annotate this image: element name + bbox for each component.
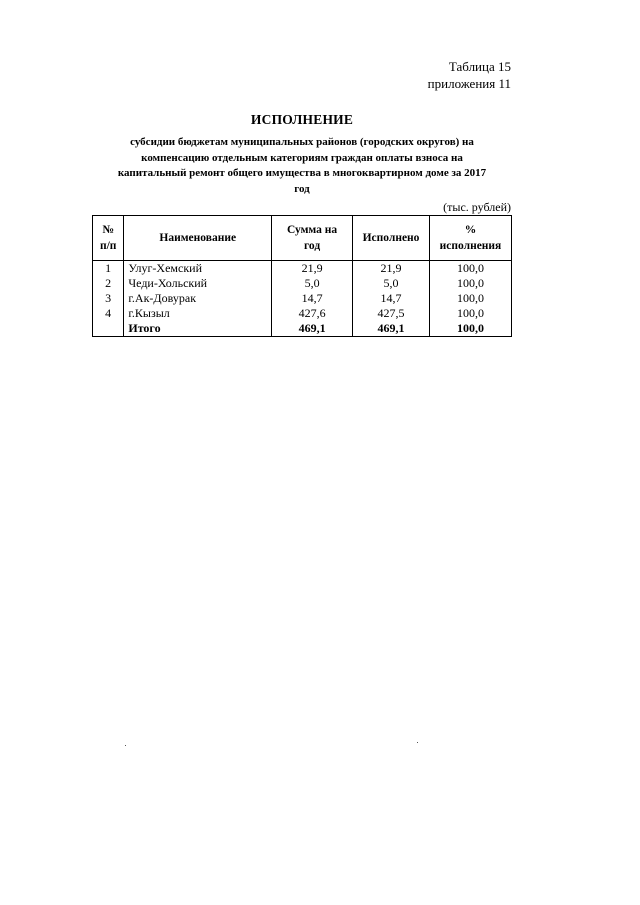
col-header-number-line2: п/п <box>99 240 117 252</box>
cell-plan: 14,7 <box>272 291 353 306</box>
cell-total-label: Итого <box>124 321 272 337</box>
col-header-name: Наименование <box>124 216 272 261</box>
col-header-percent-line1: % <box>464 224 477 236</box>
table-row <box>93 306 512 321</box>
table-row <box>93 261 512 277</box>
col-header-percent <box>429 216 511 261</box>
table-header-row <box>93 216 512 261</box>
cell-done: 14,7 <box>353 291 430 306</box>
subtitle-line-4: год <box>294 182 310 195</box>
cell-total-plan: 469,1 <box>272 321 353 337</box>
cell-percent: 100,0 <box>429 276 511 291</box>
cell-total-percent: 100,0 <box>429 321 511 337</box>
table-ref-line2: приложения 11 <box>427 76 511 91</box>
units-label: (тыс. рублей) <box>443 200 511 214</box>
cell-number: 1 <box>93 261 124 277</box>
col-header-plan-line1: Сумма на <box>286 224 338 236</box>
scan-speck <box>417 742 418 743</box>
col-header-done: Исполнено <box>353 216 430 261</box>
cell-name: Улуг-Хемский <box>124 261 272 277</box>
execution-table <box>92 215 512 337</box>
col-header-plan-line2: год <box>304 240 321 252</box>
cell-name: Чеди-Хольский <box>124 276 272 291</box>
col-header-number <box>93 216 124 261</box>
cell-percent: 100,0 <box>429 306 511 321</box>
cell-done: 427,5 <box>353 306 430 321</box>
table-reference <box>428 58 511 92</box>
subtitle-line-1: субсидии бюджетам муниципальных районов (городских округов) на <box>130 136 474 148</box>
document-title: ИСПОЛНЕНИЕ <box>250 112 354 127</box>
cell-done: 21,9 <box>353 261 430 277</box>
col-header-percent-line2: исполнения <box>439 240 502 252</box>
table-total-row <box>93 321 512 337</box>
table-row <box>93 291 512 306</box>
subtitle-line-3: капитальный ремонт общего имущества в многоквартирном доме за 2017 <box>117 167 487 179</box>
cell-plan: 427,6 <box>272 306 353 321</box>
cell-plan: 5,0 <box>272 276 353 291</box>
table-ref-line1: Таблица 15 <box>448 59 511 74</box>
scan-speck <box>125 745 126 746</box>
cell-number: 3 <box>93 291 124 306</box>
cell-total-done: 469,1 <box>353 321 430 337</box>
cell-percent: 100,0 <box>429 261 511 277</box>
cell-percent: 100,0 <box>429 291 511 306</box>
subtitle-line-2: компенсацию отдельным категориям граждан оплаты взноса на <box>141 151 463 164</box>
document-subtitle <box>92 135 512 197</box>
cell-done: 5,0 <box>353 276 430 291</box>
cell-name: г.Кызыл <box>124 306 272 321</box>
table-row <box>93 276 512 291</box>
cell-name: г.Ак-Довурак <box>124 291 272 306</box>
col-header-plan <box>272 216 353 261</box>
cell-plan: 21,9 <box>272 261 353 277</box>
cell-number: 4 <box>93 306 124 321</box>
col-header-number-line1: № <box>102 224 114 236</box>
cell-number-empty <box>93 321 124 337</box>
cell-number: 2 <box>93 276 124 291</box>
